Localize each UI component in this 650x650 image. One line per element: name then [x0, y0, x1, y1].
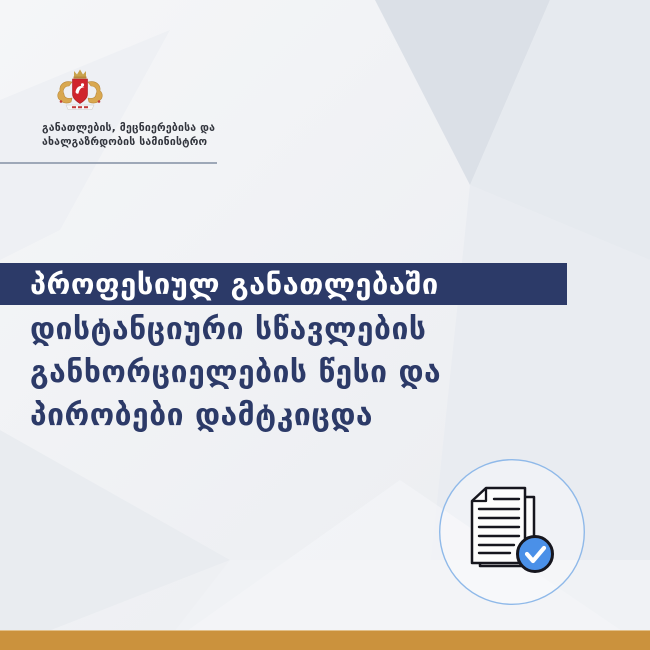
headline-line3: განხორციელების წესი და — [30, 355, 442, 390]
headline-line4: პირობები დამტკიცდა — [30, 398, 374, 433]
headline-line2: დისტანციური სწავლების — [30, 312, 427, 347]
headline-band-text: პროფესიულ განათლებაში — [30, 267, 439, 301]
headline-body — [30, 308, 441, 437]
georgia-coat-of-arms-icon — [46, 68, 114, 124]
document-check-icon — [438, 458, 586, 606]
bottom-accent-bar — [0, 630, 650, 650]
ministry-name — [42, 122, 215, 149]
ministry-name-line2: ახალგაზრდობის სამინისტრო — [42, 135, 208, 148]
headline-band — [0, 263, 567, 305]
header-divider-line — [0, 162, 217, 164]
ministry-name-line1: განათლების, მეცნიერებისა და — [42, 122, 216, 134]
